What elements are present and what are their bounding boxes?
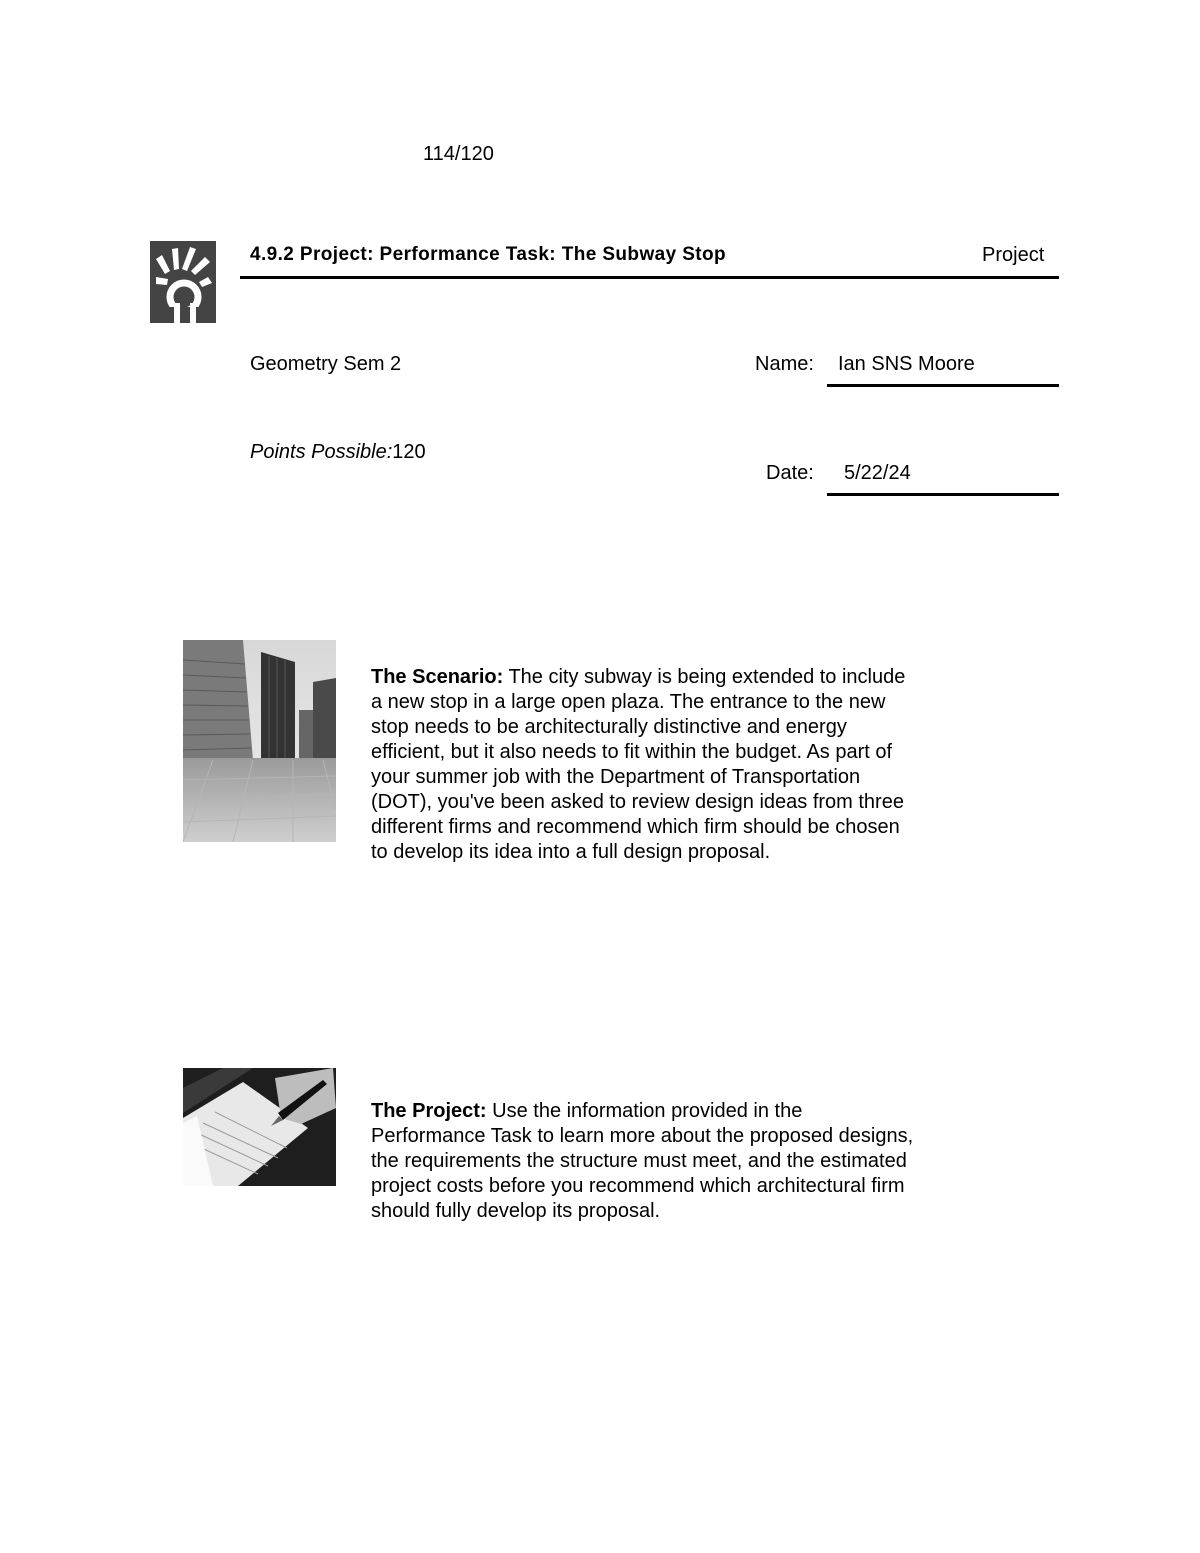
date-label: Date: <box>766 462 814 484</box>
scenario-line: stop needs to be architecturally distinctive and energy <box>371 716 847 738</box>
name-underline <box>827 384 1059 387</box>
points-label: Points Possible: <box>250 441 393 463</box>
date-underline <box>827 493 1059 496</box>
project-line: project costs before you recommend which architectural firm <box>371 1175 905 1197</box>
title-divider <box>240 276 1059 279</box>
project-line: should fully develop its proposal. <box>371 1200 661 1222</box>
project-heading: The Project: <box>371 1100 487 1122</box>
scenario-line: a new stop in a large open plaza. The entrance to the new <box>371 691 886 713</box>
project-line: the requirements the structure must meet, and the estimated <box>371 1150 907 1172</box>
project-paragraph <box>371 1099 971 1224</box>
type-label: Project <box>982 244 1045 266</box>
scenario-line: The city subway is being extended to include <box>503 666 906 688</box>
points-possible <box>250 441 426 464</box>
scenario-line: to develop its idea into a full design proposal. <box>371 841 771 863</box>
page-title: 4.9.2 Project: Performance Task: The Subway Stop <box>250 244 727 265</box>
date-value: 5/22/24 <box>844 462 911 484</box>
name-value: Ian SNS Moore <box>838 353 975 375</box>
scenario-line: different firms and recommend which firm should be chosen <box>371 816 900 838</box>
score: 114/120 <box>423 143 494 165</box>
points-value: 120 <box>392 441 426 463</box>
scenario-line: efficient, but it also needs to fit within the budget. As part of <box>371 741 893 763</box>
lightbulb-logo-icon <box>150 241 216 323</box>
course-name: Geometry Sem 2 <box>250 353 402 375</box>
project-line: Performance Task to learn more about the proposed designs, <box>371 1125 914 1147</box>
scenario-line: your summer job with the Department of Transportation <box>371 766 861 788</box>
scenario-line: (DOT), you've been asked to review design ideas from three <box>371 791 904 813</box>
writing-hand-photo <box>183 1068 336 1186</box>
name-label: Name: <box>755 353 814 375</box>
project-line: Use the information provided in the <box>486 1100 803 1122</box>
scenario-paragraph <box>371 665 971 865</box>
scenario-heading: The Scenario: <box>371 666 504 688</box>
city-plaza-photo <box>183 640 336 842</box>
